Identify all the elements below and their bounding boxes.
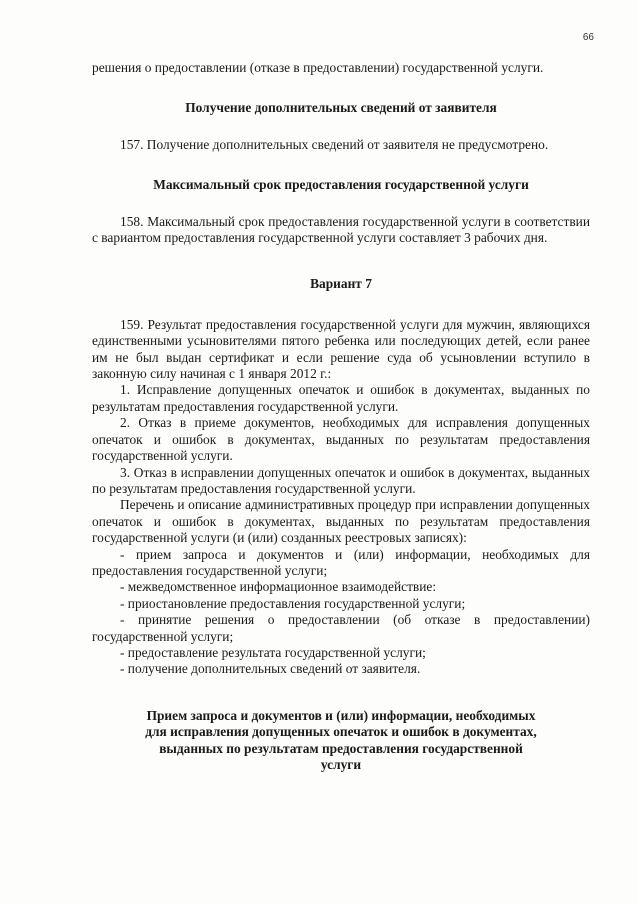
procedures-intro: Перечень и описание административных процедур при исправлении допущенных опечаток и ошибок в документах, выданных по результатам предоставления государственной услуги (и (или) созданных реестровых записях):	[92, 497, 590, 546]
heading-variant-7: Вариант 7	[310, 276, 372, 292]
heading-additional-info: Получение дополнительных сведений от заявителя	[185, 100, 497, 116]
heading-line: для исправления допущенных опечаток и ошибок в документах,	[145, 724, 537, 740]
result-item-3: 3. Отказ в исправлении допущенных опечаток и ошибок в документах, выданных по результатам предоставления государственной услуги.	[92, 464, 590, 496]
procedure-item: - получение дополнительных сведений от заявителя.	[120, 661, 421, 677]
procedure-item: - прием запроса и документов и (или) информации, необходимых для предоставления государственной услуги;	[92, 546, 590, 578]
paragraph-159: 159. Результат предоставления государственной услуги для мужчин, являющихся единственными усыновителями пятого ребенка или последующих детей, если ранее им не был выдан сертификат и если решение суда об усыновлении вступило в законную силу начиная с 1 января 2012 г.:	[92, 316, 590, 382]
procedure-item: - приостановление предоставления государственной услуги;	[120, 595, 466, 611]
procedure-item: - предоставление результата государственной услуги;	[120, 644, 426, 660]
heading-request-intake	[92, 708, 590, 774]
intro-paragraph: решения о предоставлении (отказе в предоставлении) государственной услуги.	[92, 60, 544, 75]
heading-line: выданных по результатам предоставления государственной	[159, 740, 523, 756]
procedure-item: - принятие решения о предоставлении (об отказе в предоставлении) государственной услуги;	[92, 612, 590, 644]
procedure-item: - межведомственное информационное взаимодействие:	[120, 579, 437, 595]
heading-max-deadline: Максимальный срок предоставления государственной услуги	[153, 177, 529, 193]
result-item-2: 2. Отказ в приеме документов, необходимых для исправления допущенных опечаток и ошибок в документах, выданных по результатам предоставления государственной услуги.	[92, 415, 590, 464]
paragraph-158: 158. Максимальный срок предоставления государственной услуги в соответствии с вариантом предоставления государственной услуги составляет 3 рабочих дня.	[92, 213, 590, 246]
heading-line: услуги	[320, 757, 362, 772]
result-item-1: 1. Исправление допущенных опечаток и ошибок в документах, выданных по результатам предоставления государственной услуги.	[92, 382, 590, 414]
page-number: 66	[582, 32, 594, 43]
paragraph-157: 157. Получение дополнительных сведений от заявителя не предусмотрено.	[120, 136, 549, 152]
page-content	[92, 60, 590, 773]
heading-line: Прием запроса и документов и (или) информации, необходимых	[146, 707, 536, 723]
